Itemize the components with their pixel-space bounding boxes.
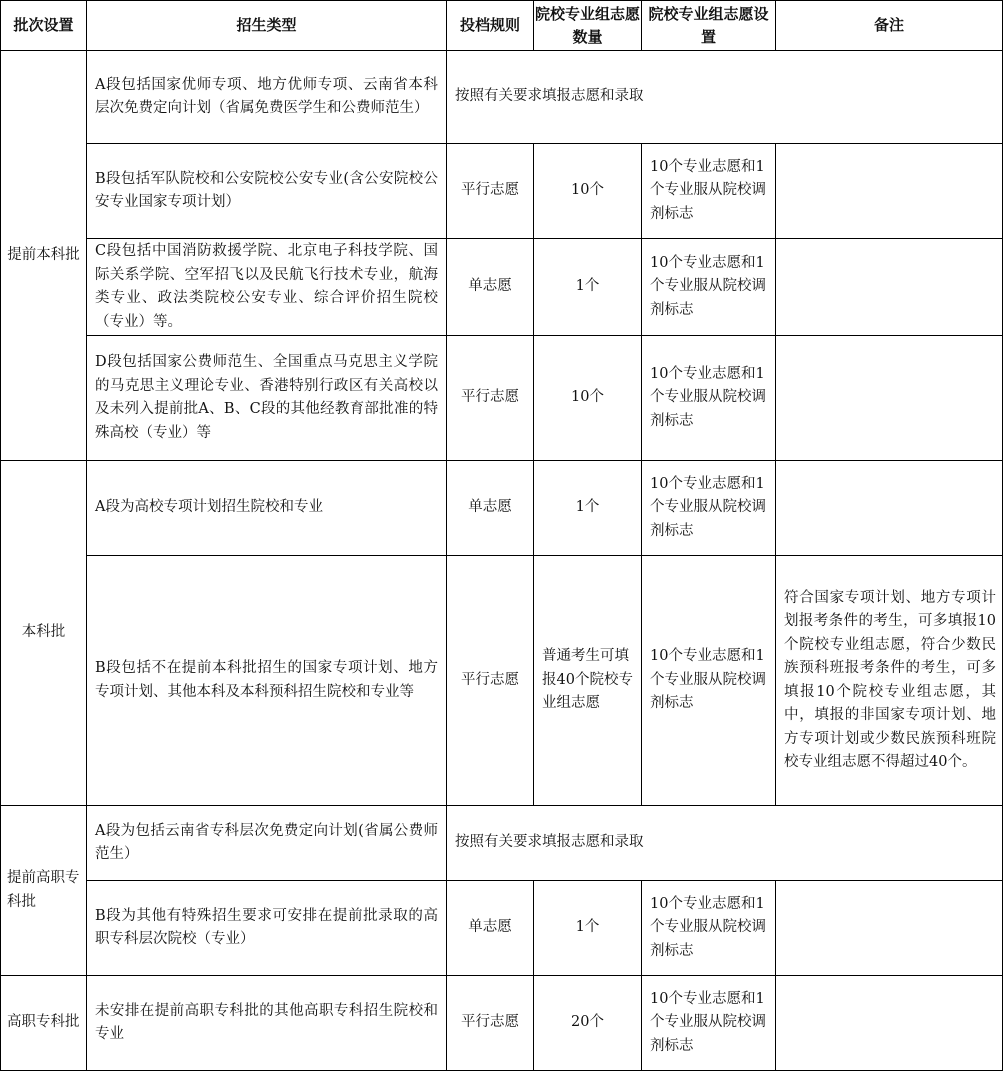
header-type: 招生类型 (87, 1, 447, 51)
type-cell: B段为其他有特殊招生要求可安排在提前批录取的高职专科层次院校（专业） (87, 881, 447, 976)
rule-cell: 单志愿 (447, 461, 534, 556)
type-cell: A段为包括云南省专科层次免费定向计划(省属公费师范生） (87, 806, 447, 881)
setup-cell: 10个专业志愿和1个专业服从院校调剂标志 (642, 144, 776, 239)
count-cell: 20个 (534, 976, 642, 1071)
header-row (1, 1, 1003, 51)
header-batch: 批次设置 (1, 1, 87, 51)
rule-cell: 单志愿 (447, 881, 534, 976)
type-cell: B段包括不在提前本科批招生的国家专项计划、地方专项计划、其他本科及本科预科招生院校和专业等 (87, 556, 447, 806)
table-row (1, 976, 1003, 1071)
note-cell (776, 144, 1003, 239)
table-row (1, 51, 1003, 144)
count-cell: 10个 (534, 144, 642, 239)
table-row (1, 806, 1003, 881)
type-cell: C段包括中国消防救援学院、北京电子科技学院、国际关系学院、空军招飞以及民航飞行技术专业，航海类专业、政法类院校公安专业、综合评价招生院校（专业）等。 (87, 239, 447, 336)
table-row (1, 239, 1003, 336)
batch-cell: 提前本科批 (1, 51, 87, 461)
count-cell: 1个 (534, 461, 642, 556)
setup-cell: 10个专业志愿和1个专业服从院校调剂标志 (642, 461, 776, 556)
header-setup: 院校专业组志愿设置 (642, 1, 776, 51)
setup-cell: 10个专业志愿和1个专业服从院校调剂标志 (642, 239, 776, 336)
setup-cell: 10个专业志愿和1个专业服从院校调剂标志 (642, 976, 776, 1071)
note-cell (776, 239, 1003, 336)
table-row (1, 461, 1003, 556)
rule-cell: 平行志愿 (447, 556, 534, 806)
merged-rule-cell: 按照有关要求填报志愿和录取 (447, 51, 1003, 144)
note-cell: 符合国家专项计划、地方专项计划报考条件的考生，可多填报10个院校专业组志愿，符合少数民族预科班报考条件的考生，可多填报10个院校专业组志愿，其中，填报的非国家专项计划、地方专项计划或少数民族预科班院校专业组志愿不得超过40个。 (776, 556, 1003, 806)
merged-rule-cell: 按照有关要求填报志愿和录取 (447, 806, 1003, 881)
note-cell (776, 336, 1003, 461)
batch-cell: 高职专科批 (1, 976, 87, 1071)
header-note: 备注 (776, 1, 1003, 51)
note-cell (776, 461, 1003, 556)
count-cell: 1个 (534, 239, 642, 336)
header-count: 院校专业组志愿数量 (534, 1, 642, 51)
table-row (1, 881, 1003, 976)
type-cell: D段包括国家公费师范生、全国重点马克思主义学院的马克思主义理论专业、香港特别行政区有关高校以及未列入提前批A、B、C段的其他经教育部批准的特殊高校（专业）等 (87, 336, 447, 461)
type-cell: A段包括国家优师专项、地方优师专项、云南省本科层次免费定向计划（省属免费医学生和公费师范生） (87, 51, 447, 144)
batch-cell: 本科批 (1, 461, 87, 806)
count-cell: 1个 (534, 881, 642, 976)
rule-cell: 平行志愿 (447, 336, 534, 461)
type-cell: 未安排在提前高职专科批的其他高职专科招生院校和专业 (87, 976, 447, 1071)
table-row (1, 556, 1003, 806)
batch-cell: 提前高职专科批 (1, 806, 87, 976)
rule-cell: 平行志愿 (447, 144, 534, 239)
count-cell: 普通考生可填报40个院校专业组志愿 (534, 556, 642, 806)
setup-cell: 10个专业志愿和1个专业服从院校调剂标志 (642, 336, 776, 461)
type-cell: A段为高校专项计划招生院校和专业 (87, 461, 447, 556)
setup-cell: 10个专业志愿和1个专业服从院校调剂标志 (642, 556, 776, 806)
rule-cell: 单志愿 (447, 239, 534, 336)
type-cell: B段包括军队院校和公安院校公安专业(含公安院校公安专业国家专项计划） (87, 144, 447, 239)
note-cell (776, 976, 1003, 1071)
note-cell (776, 881, 1003, 976)
table-row (1, 144, 1003, 239)
count-cell: 10个 (534, 336, 642, 461)
header-rule: 投档规则 (447, 1, 534, 51)
setup-cell: 10个专业志愿和1个专业服从院校调剂标志 (642, 881, 776, 976)
rule-cell: 平行志愿 (447, 976, 534, 1071)
table-row (1, 336, 1003, 461)
